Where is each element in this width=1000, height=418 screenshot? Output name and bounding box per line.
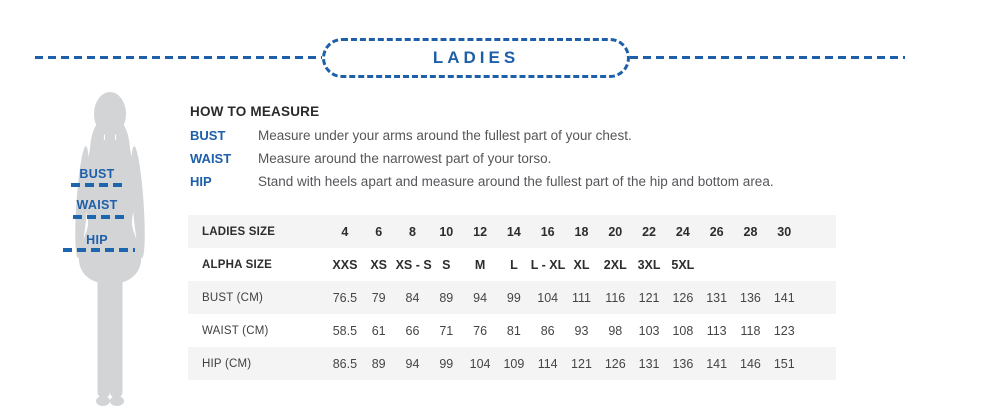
size-table-cell: 116 <box>605 290 626 305</box>
waist-measure-line <box>73 215 125 219</box>
size-table-cell: 104 <box>537 290 559 305</box>
size-table-cell: 5XL <box>671 257 695 272</box>
size-table-cell: 123 <box>773 323 795 338</box>
size-table-cell: 109 <box>503 356 525 371</box>
size-table-cell: 86.5 <box>332 356 358 371</box>
size-table-cell: 84 <box>405 290 420 305</box>
size-table-cell: 79 <box>371 290 386 305</box>
size-table-cell: 146 <box>740 356 761 371</box>
size-table-cell: 111 <box>571 290 591 305</box>
measure-row-waist <box>190 151 890 166</box>
size-table-cell: 8 <box>409 224 416 239</box>
measure-row-hip <box>190 174 890 189</box>
size-table-cell: M <box>474 257 486 272</box>
size-table-cell: 136 <box>672 356 694 371</box>
size-table-row-label: BUST (CM) <box>202 291 264 304</box>
size-table-row <box>188 281 836 314</box>
size-table-cell: 93 <box>574 323 589 338</box>
size-table-row <box>188 314 836 347</box>
size-table-cell: 136 <box>740 290 761 305</box>
size-table-row-label: LADIES SIZE <box>202 225 276 238</box>
bust-measure-line <box>71 183 125 187</box>
section-title: LADIES <box>432 48 520 67</box>
size-table-cell: 126 <box>672 290 694 305</box>
size-table-cell: 10 <box>439 224 454 239</box>
size-table-cell: 16 <box>540 224 555 239</box>
size-table-cell: 121 <box>571 356 592 371</box>
size-table-cell: 141 <box>773 290 795 305</box>
size-table-row <box>188 215 836 248</box>
size-table-row <box>188 248 836 281</box>
size-table-cell: 58.5 <box>332 323 358 338</box>
size-table-cell: 28 <box>743 224 758 239</box>
size-table-cell: XXS <box>332 257 358 272</box>
size-table-cell: 86 <box>540 323 555 338</box>
ladies-section-pill <box>322 38 630 78</box>
size-table-cell: 4 <box>341 224 349 239</box>
size-table-cell: 6 <box>375 224 383 239</box>
size-table-cell: 3XL <box>637 257 661 272</box>
size-table-cell: 104 <box>469 356 491 371</box>
size-table-cell: 94 <box>405 356 420 371</box>
figure-waist-label: WAIST <box>76 198 118 212</box>
how-to-measure-section <box>190 104 890 197</box>
figure-bust-label: BUST <box>79 167 115 181</box>
measure-text-bust: Measure under your arms around the fullest part of your chest. <box>258 128 632 143</box>
size-table-cell: 12 <box>473 224 488 239</box>
size-table-cell: 61 <box>371 323 386 338</box>
size-table-cell: XL <box>573 257 590 272</box>
size-table-row-label: ALPHA SIZE <box>202 258 272 271</box>
divider-dash-right <box>630 56 905 59</box>
size-table-cell: 14 <box>506 224 521 239</box>
size-table-cell: L <box>510 257 518 272</box>
size-table-cell: 81 <box>506 323 521 338</box>
size-table-cell: S <box>442 257 451 272</box>
how-to-measure-title: HOW TO MEASURE <box>190 104 320 119</box>
size-table-cell: 99 <box>439 356 454 371</box>
size-table-cell: 108 <box>672 323 694 338</box>
size-table-cell: 76.5 <box>332 290 358 305</box>
size-table-cell: 71 <box>439 323 454 338</box>
size-table-cell: 131 <box>638 356 660 371</box>
size-table-cell: 98 <box>608 323 623 338</box>
size-table-cell: 131 <box>706 290 728 305</box>
size-table-cell: 103 <box>638 323 660 338</box>
size-table-row-label: HIP (CM) <box>202 357 252 370</box>
measure-label-bust: BUST <box>190 128 226 143</box>
size-table-cell: 76 <box>473 323 488 338</box>
size-table-cell: 94 <box>473 290 488 305</box>
size-table-cell: L - XL <box>530 257 566 272</box>
size-table-cell: 24 <box>675 224 690 239</box>
size-table-cell: XS - S <box>395 257 432 272</box>
size-table-cell: 89 <box>371 356 386 371</box>
size-table-cell: 2XL <box>603 257 627 272</box>
size-table-cell: 151 <box>773 356 795 371</box>
size-table-cell: 113 <box>706 323 727 338</box>
size-table-cell: 126 <box>604 356 626 371</box>
size-table-cell: 89 <box>439 290 454 305</box>
size-table <box>188 215 836 380</box>
size-table-cell: 20 <box>608 224 623 239</box>
size-table-cell: 18 <box>574 224 589 239</box>
size-table-cell: 22 <box>642 224 657 239</box>
size-table-cell: 118 <box>740 323 761 338</box>
measure-label-hip: HIP <box>190 174 212 189</box>
size-table-cell: 121 <box>638 290 660 305</box>
figure-hip-label: HIP <box>86 233 108 247</box>
measure-row-bust <box>190 128 890 143</box>
size-table-cell: 141 <box>706 356 728 371</box>
divider-dash-left <box>35 56 322 59</box>
hip-measure-line <box>63 248 135 252</box>
measure-text-hip: Stand with heels apart and measure around the fullest part of the hip and bottom area. <box>258 174 774 189</box>
size-table-cell: 30 <box>777 224 792 239</box>
size-table-cell: 99 <box>506 290 521 305</box>
size-table-row-label: WAIST (CM) <box>202 324 269 337</box>
female-silhouette <box>55 88 165 410</box>
measure-label-waist: WAIST <box>190 151 232 166</box>
size-table-cell: XS <box>370 257 388 272</box>
size-table-cell: 114 <box>537 356 558 371</box>
size-table-cell: 66 <box>405 323 420 338</box>
size-table-cell: 26 <box>709 224 724 239</box>
size-table-row <box>188 347 836 380</box>
measure-text-waist: Measure around the narrowest part of your torso. <box>258 151 552 166</box>
